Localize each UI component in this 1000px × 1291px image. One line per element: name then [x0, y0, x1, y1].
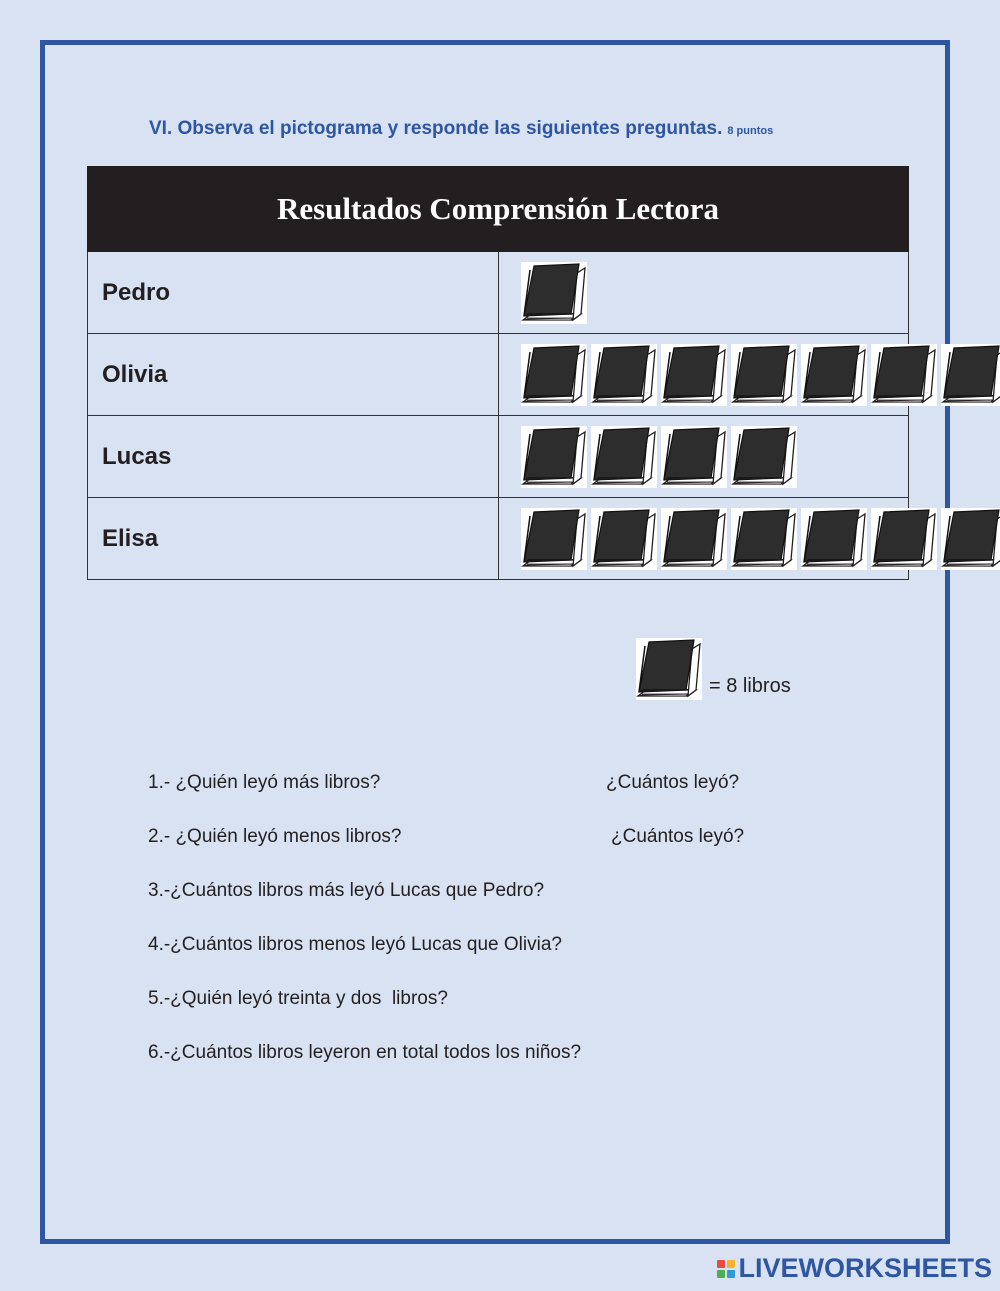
row-icons [498, 334, 909, 416]
row-icons [498, 498, 909, 580]
brand-text: LIVEWORKSHEETS [738, 1253, 992, 1283]
question-6: 6.-¿Cuántos libros leyeron en total todos los niños? [148, 1042, 582, 1063]
brand-logo [717, 1253, 992, 1284]
legend-text: = 8 libros [709, 675, 791, 697]
pictogram-row [88, 498, 909, 580]
pictogram-table [87, 166, 909, 580]
book-icon [941, 344, 1000, 406]
question-2: 2.- ¿Quién leyó menos libros? [148, 826, 402, 847]
book-icon [521, 508, 587, 570]
question-2-followup: ¿Cuántos leyó? [611, 826, 745, 847]
pictogram-row [88, 334, 909, 416]
book-icon [521, 262, 587, 324]
book-icon [591, 426, 657, 488]
book-icon [801, 344, 867, 406]
row-icons [498, 252, 909, 334]
book-icon [871, 344, 937, 406]
pictogram-row [88, 416, 909, 498]
pictogram-title: Resultados Comprensión Lectora [88, 167, 909, 252]
question-5: 5.-¿Quién leyó treinta y dos libros? [148, 988, 448, 1009]
book-icon [591, 508, 657, 570]
row-name: Pedro [88, 252, 499, 334]
book-icon [661, 426, 727, 488]
book-icon [731, 344, 797, 406]
question-4: 4.-¿Cuántos libros menos leyó Lucas que Olivia? [148, 934, 562, 955]
book-icon [521, 344, 587, 406]
book-icon [661, 344, 727, 406]
question-1: 1.- ¿Quién leyó más libros? [148, 772, 381, 793]
book-icon [941, 508, 1000, 570]
question-3: 3.-¿Cuántos libros más leyó Lucas que Pedro? [148, 880, 545, 901]
row-name: Lucas [88, 416, 499, 498]
book-icon [871, 508, 937, 570]
book-icon [636, 638, 702, 700]
row-icons [498, 416, 909, 498]
pictogram-row [88, 252, 909, 334]
book-icon [521, 426, 587, 488]
book-icon [731, 508, 797, 570]
brand-icon [717, 1260, 735, 1278]
book-icon [731, 426, 797, 488]
instruction-points: 8 puntos [727, 125, 774, 137]
row-name: Elisa [88, 498, 499, 580]
question-1-followup: ¿Cuántos leyó? [606, 772, 740, 793]
instruction-text: VI. Observa el pictograma y responde las siguientes preguntas. [149, 118, 723, 139]
book-icon [801, 508, 867, 570]
book-icon [661, 508, 727, 570]
book-icon [591, 344, 657, 406]
instruction-heading [149, 118, 773, 140]
pictogram-legend [636, 638, 791, 700]
row-name: Olivia [88, 334, 499, 416]
